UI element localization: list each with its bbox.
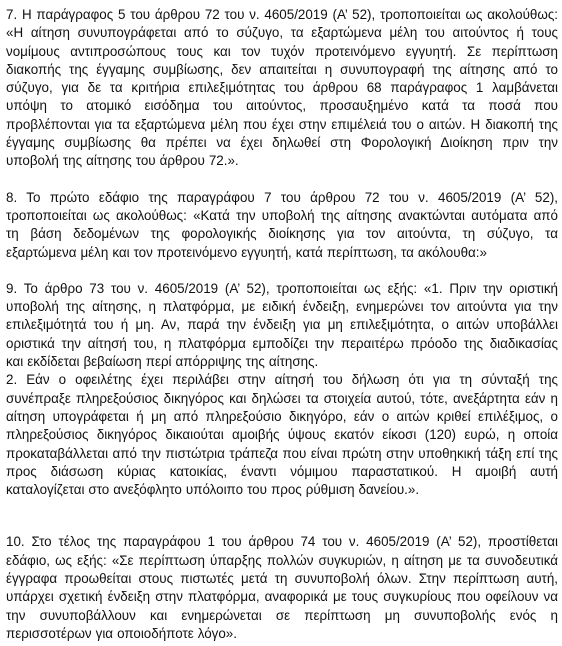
text-line: επιλεξιμότητά του ή μη. Αν, παρά την ένδειξη για μη επιλεξιμότητα, ο αιτών υποβάλλει	[6, 317, 558, 333]
text-line: περισσοτέρων για οποιοδήποτε λόγο».	[6, 625, 237, 641]
text-line: καταλογίζεται στο ανεξόφλητο υπόλοιπο του προς ρύθμιση δανείου.».	[6, 482, 420, 498]
text-line: 9. Το άρθρο 73 του ν. 4605/2019 (Α’ 52), τροποποιείται ως εξής: «1. Πριν την οριστική	[6, 280, 558, 296]
text-line: προκαταβάλλεται από την πιστώτρια τράπεζα που είναι πρώτη στην υποθηκική τάξη επί της	[6, 445, 558, 461]
paragraph-9	[6, 280, 558, 500]
paragraph-7	[6, 6, 558, 171]
text-line: προβλέπονται για τα εξαρτώμενα μέλη που έχει στην επιμέλειά του ο αιτών. Η διακοπή της	[6, 116, 558, 132]
text-line: 7. Η παράγραφος 5 του άρθρου 72 του ν. 4605/2019 (Α’ 52), τροποποιείται ως ακολούθως:	[6, 7, 558, 22]
text-line: οριστικά την αίτησή του, η πλατφόρμα εμποδίζει την περαιτέρω πρόοδο της διαδικασίας	[6, 335, 558, 351]
text-line: έγγαμης συμβίωσης θα πρέπει να έχει δηλωθεί στη Φορολογική Διοίκηση πριν την	[6, 135, 558, 151]
text-line: εξαρτώμενα μέλη και τον προτεινόμενο εγγυητή, κατά περίπτωση, τα ακόλουθα:»	[6, 244, 487, 260]
text-line: υποβολή της αίτησης, η πλατφόρμα, με ειδική ένδειξη, ενημερώνει τον αιτούντα για την	[6, 299, 558, 315]
text-line: υπάρχει σχετική ένδειξη στην πλατφόρμα, αναφορικά με τους συγκυρίους που οφείλουν να	[6, 589, 558, 605]
text-line: 10. Στο τέλος της παραγράφου 1 του άρθρου 74 του ν. 4605/2019 (Α’ 52), προστίθεται	[6, 534, 558, 550]
paragraph-gap	[6, 171, 558, 189]
text-line: εδάφιο, ως εξής: «Σε περίπτωση ύπαρξης πολλών συγκυριών, η αίτηση με τα συνοδευτικά	[6, 552, 558, 568]
text-line: σύζυγο, για δε τα κριτήρια επιλεξιμότητας του άρθρου 68 παράγραφος 1 λαμβάνεται	[6, 80, 558, 96]
paragraph-8	[6, 189, 558, 262]
text-line: τη βάση δεδομένων της φορολογικής διοίκησης για τον αιτούντα, τη σύζυγο, τα	[6, 226, 558, 242]
text-line: 2. Εάν ο οφειλέτης έχει περιλάβει στην αίτησή του δήλωση ότι για τη σύνταξή της	[6, 372, 558, 388]
text-line: νομίμους αντιπροσώπους τους και τον τυχόν προτεινόμενο εγγυητή. Σε περίπτωση	[6, 43, 558, 59]
paragraph-gap	[6, 262, 558, 280]
text-line: τροποποιείται ως ακολούθως: «Κατά την υποβολή της αίτησης ανακτώνται αυτόματα από	[6, 207, 558, 223]
text-line: υπόψη το ατομικό εισόδημα του αιτούντος, προσαυξημένο κατά τα ποσά που	[6, 98, 558, 114]
text-line: υποβολή της αίτησης του άρθρου 72.».	[6, 153, 239, 169]
paragraph-gap	[6, 499, 558, 533]
text-line: «Η αίτηση συνυπογράφεται από το σύζυγο, τα εξαρτώμενα μέλη του αιτούντος ή τους	[6, 25, 558, 41]
text-line: αίτηση υπογράφεται ή μη από πληρεξούσιο δικηγόρο, εάν ο αιτών κριθεί επιλέξιμος, ο	[6, 408, 558, 424]
text-line: προς διάσωση κύριας κατοικίας, έναντι νόμιμου παραστατικού. Η αμοιβή αυτή	[6, 463, 558, 479]
paragraph-10	[6, 533, 558, 643]
text-line: την συνυποβάλλουν και ενημερώνεται σε περίπτωση μη συνυποβολής ενός η	[6, 607, 558, 623]
text-line: έγγραφα προωθείται στους πιστωτές μετά τη συνυποβολή όλων. Στην περίπτωση αυτή,	[6, 571, 558, 587]
text-line: διακοπής της έγγαμης συμβίωσης, δεν απαιτείται η συνυπογραφή της αίτησης από το	[6, 61, 558, 77]
text-line: συνέπραξε πληρεξούσιος δικηγόρος και δηλώσει τα στοιχεία αυτού, τότε, ανεξάρτητα εάν η	[6, 390, 558, 406]
text-line: 8. Το πρώτο εδάφιο της παραγράφου 7 του άρθρου 72 του ν. 4605/2019 (Α’ 52),	[6, 189, 558, 205]
text-line: και εκδίδεται βεβαίωση περί απόρριψης της αίτησης.	[6, 354, 319, 370]
text-line: πληρεξούσιος δικηγόρος δικαιούται αμοιβής ύψους εκατόν είκοσι (120) ευρώ, η οποία	[6, 427, 558, 443]
